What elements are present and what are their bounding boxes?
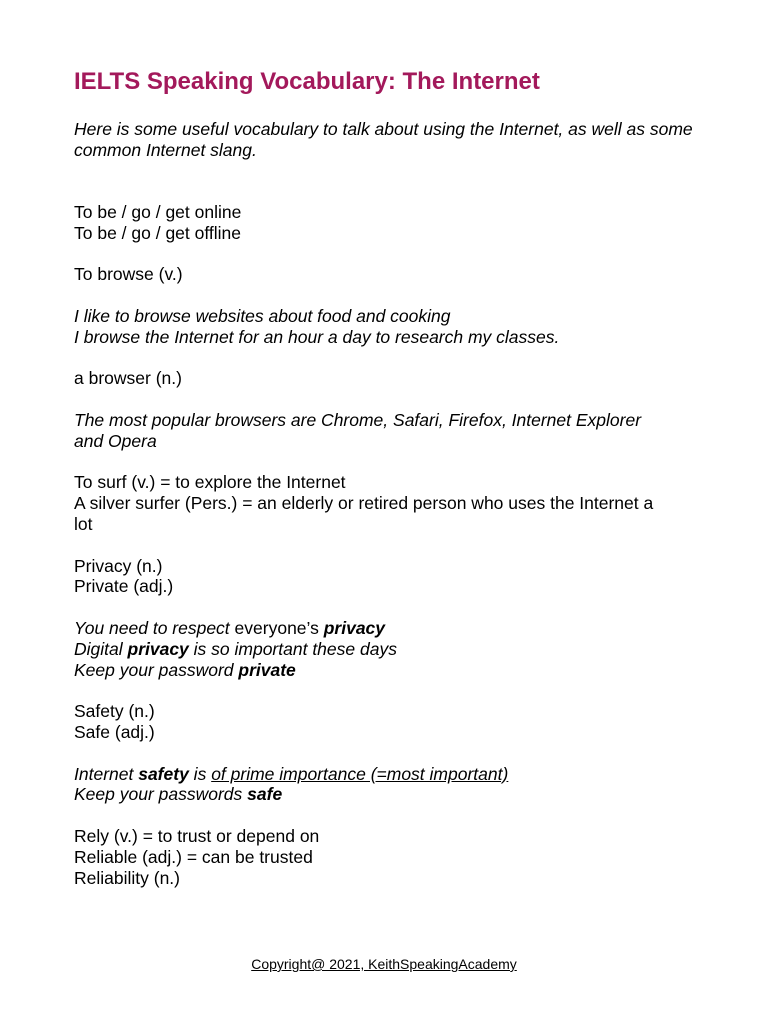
example-browse-2: I browse the Internet for an hour a day to research my classes. (74, 326, 560, 347)
vocab-surf: To surf (v.) = to explore the Internet (74, 472, 346, 493)
copyright-footer: Copyright@ 2021, KeithSpeakingAcademy (251, 956, 517, 972)
spacer (74, 389, 714, 410)
example-text: Digital (74, 638, 128, 659)
example-safety-1 (74, 764, 714, 785)
vocab-private: Private (adj.) (74, 576, 174, 597)
example-privacy-2 (74, 639, 714, 660)
example-browse-1: I like to browse websites about food and cooking (74, 305, 451, 326)
spacer (74, 680, 714, 701)
example-text: Keep your password (74, 659, 239, 680)
spacer (74, 285, 714, 306)
intro-paragraph: Here is some useful vocabulary to talk about using the Internet, as well as some common Internet slang. (74, 119, 693, 160)
highlight-word: privacy (127, 638, 189, 659)
vocabulary-list (74, 202, 714, 888)
example-text: Keep your passwords (74, 784, 248, 805)
highlight-word: safe (247, 784, 283, 805)
vocab-reliable: Reliable (adj.) = can be trusted (74, 846, 313, 867)
example-safety-2 (74, 784, 714, 805)
example-text: is so important these days (188, 638, 397, 659)
vocab-offline: To be / go / get offline (74, 222, 242, 243)
highlight-word: privacy (323, 617, 386, 638)
spacer (74, 348, 714, 369)
vocab-safety: Safety (n.) (74, 701, 155, 722)
vocab-browse: To browse (v.) (74, 264, 183, 285)
vocab-rely: Rely (v.) = to trust or depend on (74, 825, 320, 846)
example-text: everyone’s (234, 617, 324, 638)
vocab-silver-surfer: A silver surfer (Pers.) = an elderly or retired person who uses the Internet a lot (74, 493, 654, 534)
spacer (74, 244, 714, 265)
highlight-word: safety (138, 763, 189, 784)
vocab-reliability: Reliability (n.) (74, 867, 180, 888)
page-title: IELTS Speaking Vocabulary: The Internet (74, 68, 540, 95)
highlight-word: private (238, 659, 296, 680)
vocab-privacy: Privacy (n.) (74, 555, 163, 576)
vocab-safe: Safe (adj.) (74, 721, 155, 742)
spacer (74, 805, 714, 826)
example-privacy-1 (74, 618, 714, 639)
spacer (74, 597, 714, 618)
example-text: Internet (74, 763, 139, 784)
spacer (74, 535, 714, 556)
vocab-online: To be / go / get online (74, 202, 242, 222)
vocab-browser: a browser (n.) (74, 368, 182, 389)
spacer (74, 743, 714, 764)
example-text: You need to respect (74, 617, 235, 638)
example-browser: The most popular browsers are Chrome, Safari, Firefox, Internet Explorer and Opera (74, 409, 642, 451)
underlined-phrase: of prime importance (=most important) (211, 763, 509, 784)
example-text: is (188, 763, 212, 784)
spacer (74, 452, 714, 473)
example-privacy-3 (74, 660, 714, 681)
